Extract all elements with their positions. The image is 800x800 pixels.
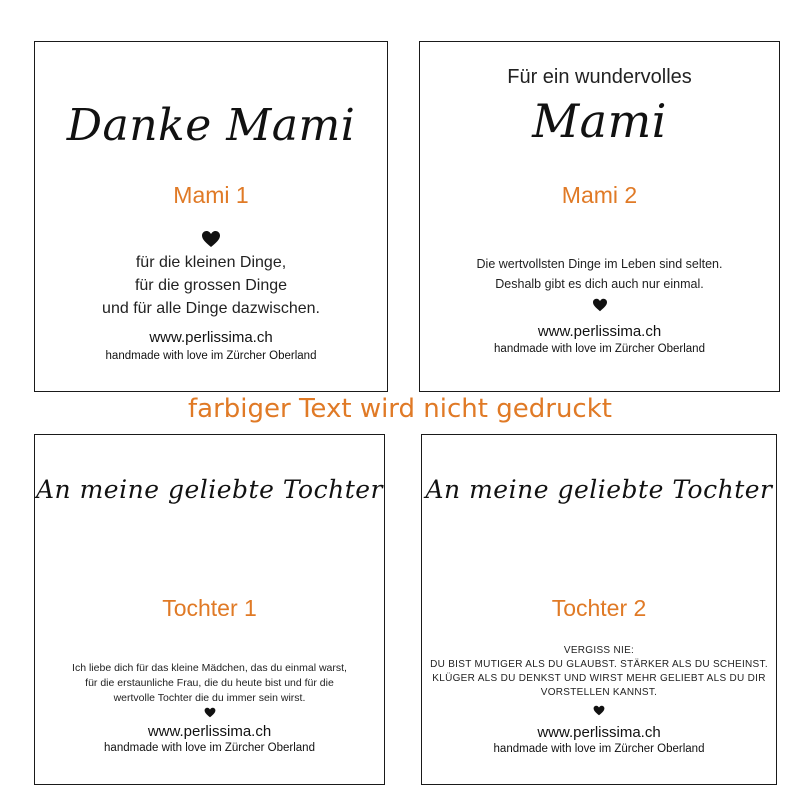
card-mami-2[interactable] xyxy=(419,41,780,392)
card-tochter-2[interactable] xyxy=(421,434,777,785)
heart-icon xyxy=(420,298,779,312)
card-tagline: handmade with love im Zürcher Oberland xyxy=(493,743,705,755)
card-line: für die kleinen Dinge, xyxy=(135,254,287,271)
card-line: wertvolle Tochter die du immer sein wirst. xyxy=(113,692,306,704)
heart-icon xyxy=(35,707,384,718)
card-line: VERGISS NIE: xyxy=(563,645,635,656)
card-tagline: handmade with love im Zürcher Oberland xyxy=(494,343,705,355)
card-label: Mami 1 xyxy=(173,182,249,208)
card-line: für die erstaunliche Frau, die du heute bist und für die xyxy=(85,677,334,689)
card-tagline: handmade with love im Zürcher Oberland xyxy=(104,742,315,754)
card-script-title: Danke Mami xyxy=(66,100,356,151)
print-notice: farbiger Text wird nicht gedruckt xyxy=(188,394,612,424)
heart-icon xyxy=(422,705,776,716)
card-script-title: An meine geliebte Tochter xyxy=(36,475,383,504)
card-line: Deshalb gibt es dich auch nur einmal. xyxy=(495,277,704,291)
card-tagline: handmade with love im Zürcher Oberland xyxy=(105,350,317,362)
card-mami-1[interactable] xyxy=(34,41,388,392)
card-url: www.perlissima.ch xyxy=(537,724,661,741)
card-url: www.perlissima.ch xyxy=(149,329,273,346)
card-line: Die wertvollsten Dinge im Leben sind selten. xyxy=(476,257,723,271)
card-label: Tochter 1 xyxy=(162,595,257,621)
card-line: für die grossen Dinge xyxy=(134,277,288,294)
card-line: VORSTELLEN KANNST. xyxy=(540,687,658,698)
card-script-title: An meine geliebte Tochter xyxy=(425,475,773,504)
card-url: www.perlissima.ch xyxy=(537,323,662,340)
card-line: Ich liebe dich für das kleine Mädchen, das du einmal warst, xyxy=(72,662,347,674)
card-line: KLÜGER ALS DU DENKST UND WIRST MEHR GELIEBT ALS DU DIR xyxy=(432,673,766,684)
card-label: Tochter 2 xyxy=(551,595,647,621)
card-intro: Für ein wundervolles xyxy=(507,66,692,88)
card-url: www.perlissima.ch xyxy=(147,723,272,740)
card-label: Mami 2 xyxy=(561,182,638,208)
card-line: und für alle Dinge dazwischen. xyxy=(102,300,320,317)
card-line: DU BIST MUTIGER ALS DU GLAUBST. STÄRKER ALS DU SCHEINST. xyxy=(430,659,768,670)
card-tochter-1[interactable] xyxy=(34,434,385,785)
heart-icon xyxy=(35,230,387,248)
card-script-title: Mami xyxy=(532,94,667,148)
